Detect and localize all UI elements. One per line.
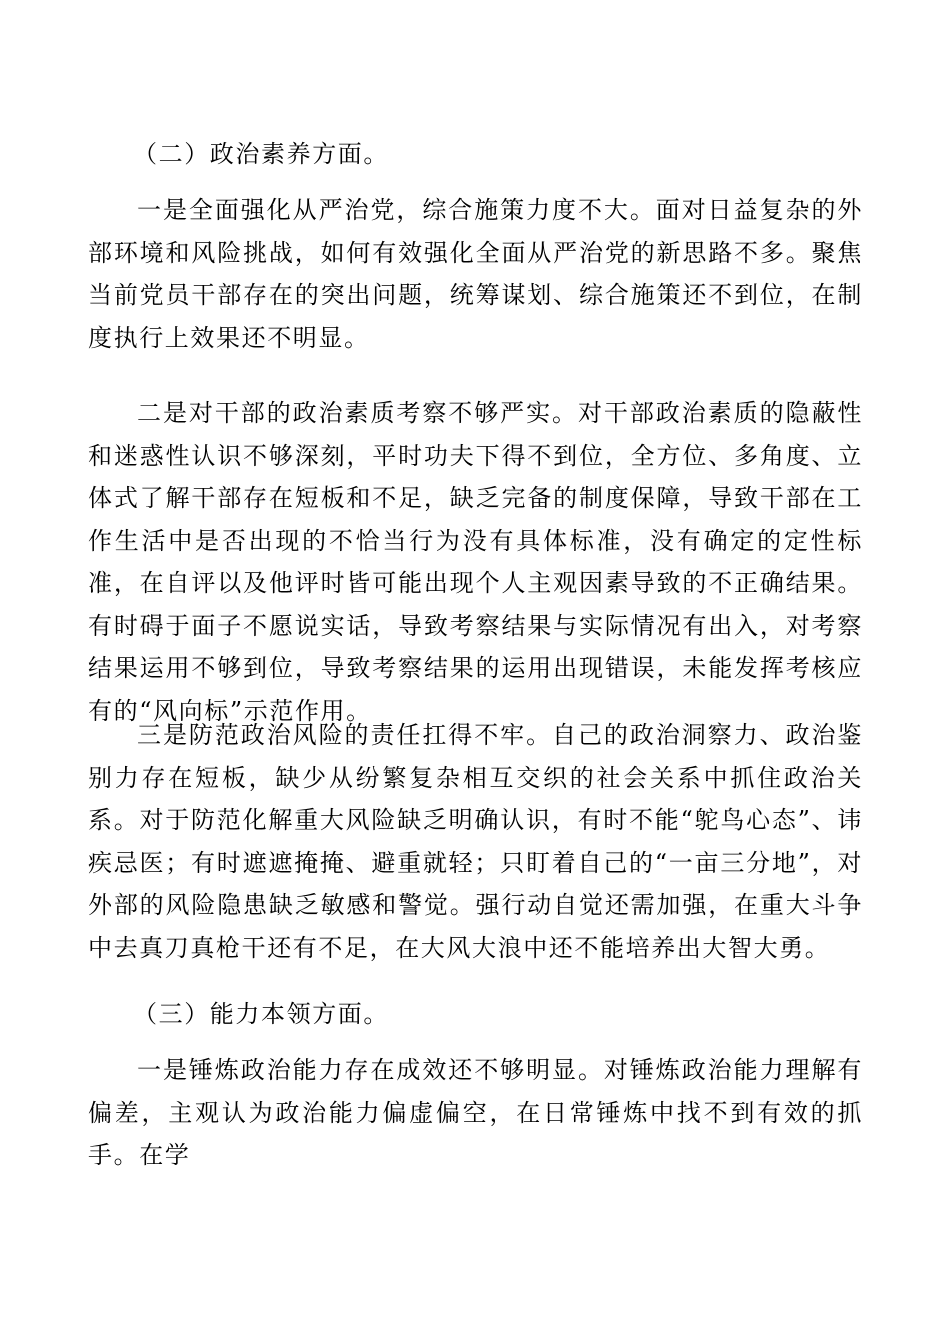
paragraph-political-ability: 一是锤炼政治能力存在成效还不够明显。对锤炼政治能力理解有偏差，主观认为政治能力偏虚偏空，在日常锤炼中找不到有效的抓手。在学 bbox=[88, 1056, 863, 1169]
document-page bbox=[88, 0, 863, 1344]
paragraph-strict-governance: 一是全面强化从严治党，综合施策力度不大。面对日益复杂的外部环境和风险挑战，如何有效强化全面从严治党的新思路不多。聚焦当前党员干部存在的突出问题，统筹谋划、综合施策还不到位，在制度执行上效果还不明显。 bbox=[88, 196, 863, 352]
paragraph-political-risk: 三是防范政治风险的责任扛得不牢。自己的政治洞察力、政治鉴别力存在短板，缺少从纷繁复杂相互交织的社会关系中抓住政治关系。对于防范化解重大风险缺乏明确认识，有时不能“鸵鸟心态”、讳疾忌医；有时遮遮掩掩、避重就轻；只盯着自己的“一亩三分地”，对外部的风险隐患缺乏敏感和警觉。强行动自觉还需加强，在重大斗争中去真刀真枪干还有不足，在大风大浪中还不能培养出大智大勇。 bbox=[88, 721, 863, 962]
paragraph-cadre-inspection: 二是对干部的政治素质考察不够严实。对干部政治素质的隐蔽性和迷惑性认识不够深刻，平时功夫下得不到位，全方位、多角度、立体式了解干部存在短板和不足，缺乏完备的制度保障，导致干部在工作生活中是否出现的不恰当行为没有具体标准，没有确定的定性标准，在自评以及他评时皆可能出现个人主观因素导致的不正确结果。有时碍于面子不愿说实话，导致考察结果与实际情况有出入，对考察结果运用不够到位，导致考察结果的运用出现错误，未能发挥考核应有的“风向标”示范作用。 bbox=[88, 399, 863, 725]
section-heading-capability: （三）能力本领方面。 bbox=[133, 1000, 389, 1028]
section-heading-political-literacy: （二）政治素养方面。 bbox=[133, 140, 389, 168]
